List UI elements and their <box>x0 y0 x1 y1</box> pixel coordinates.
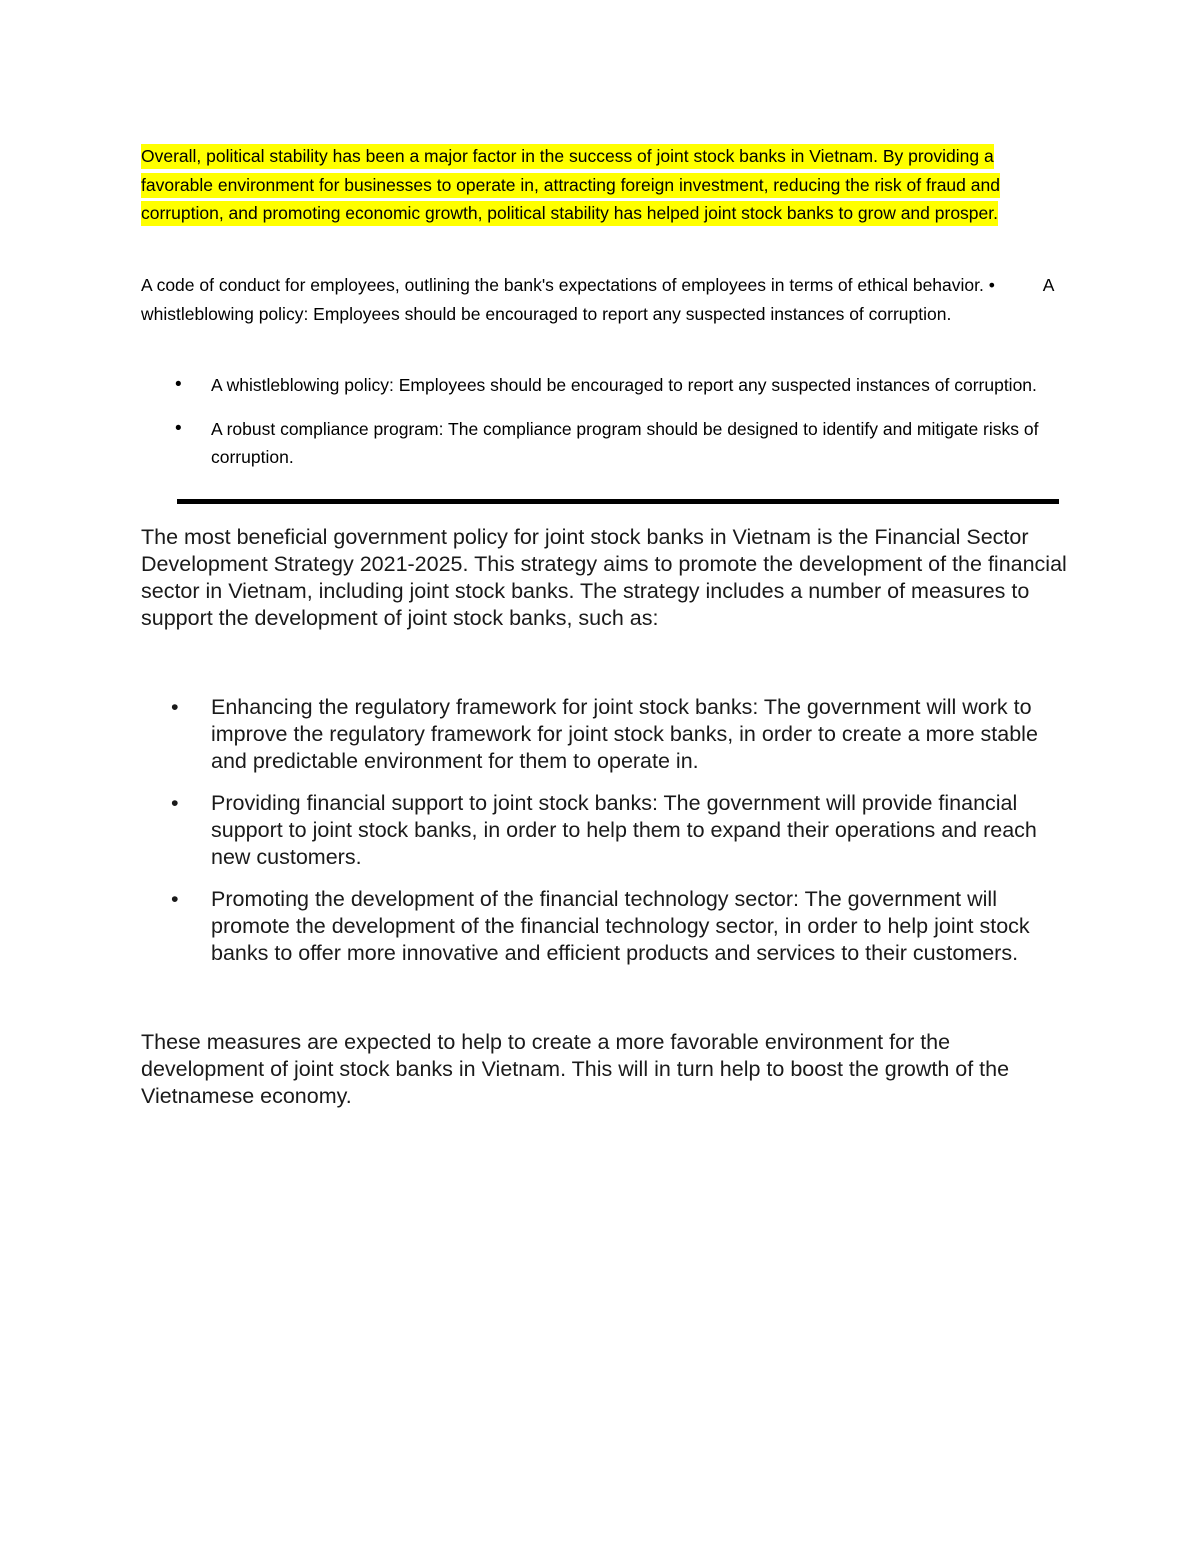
list-item-text: A whistleblowing policy: Employees should be encouraged to report any suspected instances of corruption. <box>211 375 1037 395</box>
bullet-icon: • <box>171 791 179 815</box>
list-item-text: Promoting the development of the financial technology sector: The government will promote the development of the financial technology sector, in order to help joint stock banks to offer more innovative and efficient products and services to their customers. <box>211 887 1030 965</box>
list-item <box>141 790 1071 871</box>
list-item <box>141 886 1071 967</box>
whistleblowing-inline-text: A whistleblowing policy: Employees should be encouraged to report any suspected instances of corruption. <box>141 275 1054 324</box>
bullet-icon: • <box>175 374 182 395</box>
bullet-icon: • <box>171 695 179 719</box>
inline-bullet: • <box>988 275 995 295</box>
list-item <box>141 415 1061 472</box>
policy-paragraph: The most beneficial government policy for joint stock banks in Vietnam is the Financial Sector Development Strategy 2021-2025. This strategy aims to promote the development of the financial sector in Vietnam, including joint stock banks. The strategy includes a number of measures to support the development of joint stock banks, such as: <box>141 525 1067 630</box>
bullet-icon: • <box>175 417 182 439</box>
list-item-text: Providing financial support to joint stock banks: The government will provide financial support to joint stock banks, in order to help them to expand their operations and reach new customers. <box>211 791 1037 869</box>
horizontal-rule <box>177 499 1059 504</box>
list-item-text: A robust compliance program: The compliance program should be designed to identify and mitigate risks of corruption. <box>211 418 1039 468</box>
policy-bullet-list <box>141 371 1061 487</box>
highlighted-text: Overall, political stability has been a major factor in the success of joint stock banks in Vietnam. By providing a favorable environment for businesses to operate in, attracting foreign investment, reducing the risk of fraud and corruption, and promoting economic growth, political stability has helped joint stock banks to grow and prosper. <box>141 144 1000 226</box>
conclusion-paragraph: These measures are expected to help to create a more favorable environment for the development of joint stock banks in Vietnam. This will in turn help to boost the growth of the Vietnamese economy. <box>141 1030 1010 1108</box>
code-of-conduct-text: A code of conduct for employees, outlining the bank's expectations of employees in terms of ethical behavior. <box>141 275 984 295</box>
code-of-conduct-paragraph <box>141 271 1061 328</box>
list-item <box>141 694 1071 775</box>
measures-bullet-list <box>141 694 1071 982</box>
list-item <box>141 371 1061 400</box>
bullet-icon: • <box>171 887 179 911</box>
highlighted-paragraph <box>141 142 1061 228</box>
list-item-text: Enhancing the regulatory framework for joint stock banks: The government will work to improve the regulatory framework for joint stock banks, in order to create a more stable and predictable environment for them to operate in. <box>211 695 1038 773</box>
